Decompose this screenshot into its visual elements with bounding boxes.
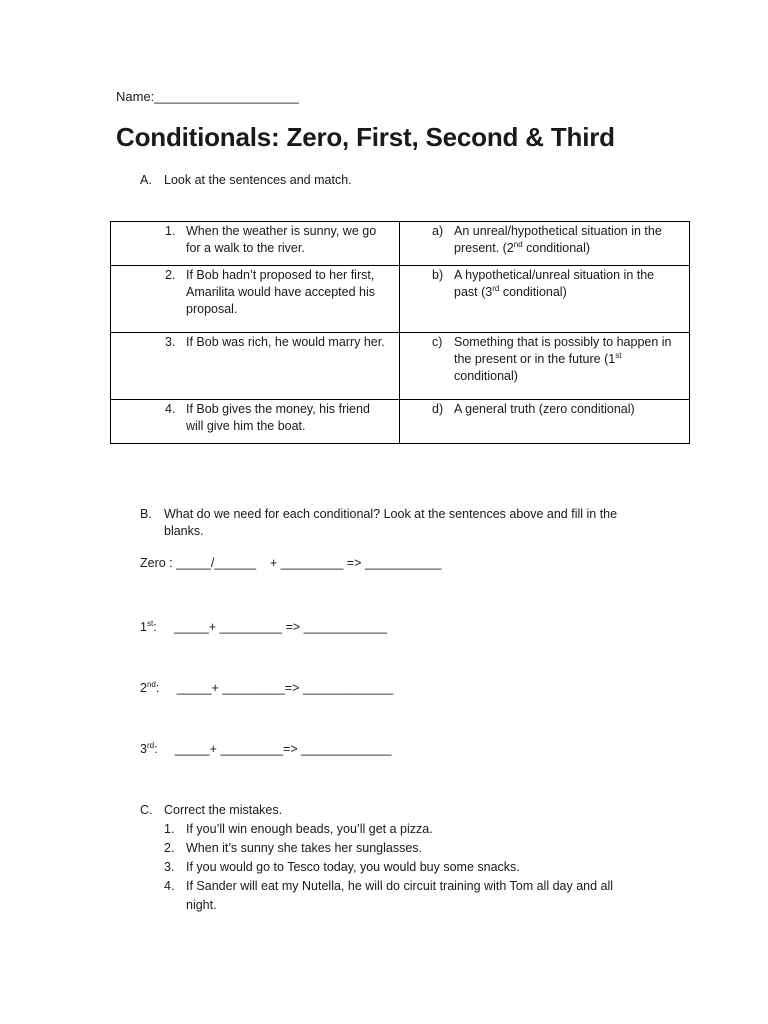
sentence-text: If Bob was rich, he would marry her.	[186, 335, 385, 349]
ordinal-suffix: st	[146, 619, 154, 628]
description-text-end: conditional)	[522, 241, 591, 255]
table-row	[111, 266, 690, 333]
section-c-letter: C.	[140, 803, 153, 817]
list-item	[164, 858, 644, 877]
ordinal-suffix: nd	[146, 680, 156, 689]
ordinal-suffix: nd	[513, 240, 523, 249]
sentence-text: If Bob hadn’t proposed to her first, Amarilita would have accepted his proposal.	[186, 268, 375, 316]
second-conditional-formula	[140, 680, 393, 697]
table-row	[111, 400, 690, 444]
list-item	[164, 839, 644, 858]
description-text: Something that is possibly to happen in the present or in the future (1	[454, 335, 672, 366]
item-number: 4.	[164, 879, 175, 893]
sentence-number: 1.	[165, 224, 176, 238]
ordinal-suffix: st	[615, 351, 622, 360]
matching-table	[110, 221, 690, 444]
section-a-heading	[140, 172, 352, 189]
description-letter: d)	[432, 402, 444, 416]
section-c-heading	[140, 802, 282, 819]
list-item	[164, 820, 644, 839]
item-text: If you’ll win enough beads, you’ll get a pizza.	[186, 822, 433, 836]
list-item	[164, 877, 644, 915]
description-letter: c)	[432, 335, 443, 349]
name-field-line: Name:____________________	[116, 89, 299, 104]
section-a-letter: A.	[140, 173, 152, 187]
zero-conditional-formula: Zero : _____/______ + _________ => ___________	[140, 556, 442, 570]
page-title: Conditionals: Zero, First, Second & Third	[116, 122, 615, 152]
description-letter: b)	[432, 268, 444, 282]
first-conditional-formula	[140, 619, 387, 636]
sentence-text: If Bob gives the money, his friend will give him the boat.	[186, 402, 370, 433]
item-number: 1.	[164, 822, 175, 836]
section-a-instruction: Look at the sentences and match.	[164, 173, 352, 187]
third-conditional-formula	[140, 741, 391, 758]
item-number: 2.	[164, 841, 175, 855]
ordinal-suffix: rd	[492, 284, 500, 293]
item-text: If Sander will eat my Nutella, he will do circuit training with Tom all day and all night.	[186, 879, 614, 912]
sentence-text: When the weather is sunny, we go for a walk to the river.	[186, 224, 377, 255]
sentence-number: 3.	[165, 335, 176, 349]
section-c-instruction: Correct the mistakes.	[164, 803, 283, 817]
item-text: If you would go to Tesco today, you would buy some snacks.	[186, 860, 520, 874]
description-letter: a)	[432, 224, 444, 238]
formula-blanks: : _____+ _________=> _____________	[155, 681, 394, 695]
description-text: A general truth (zero conditional)	[454, 402, 635, 416]
formula-blanks: : _____+ _________ => ____________	[153, 620, 388, 634]
item-text: When it’s sunny she takes her sunglasses.	[186, 841, 423, 855]
ordinal-suffix: rd	[146, 741, 155, 750]
description-text-end: conditional)	[454, 369, 518, 383]
section-b-letter: B.	[140, 507, 152, 521]
table-row	[111, 222, 690, 266]
description-text-end: conditional)	[499, 285, 567, 299]
description-text: A hypothetical/unreal situation in the past (3	[454, 268, 655, 299]
section-b-heading	[140, 506, 660, 540]
formula-label: 2	[140, 681, 147, 695]
formula-blanks: : _____+ _________=> _____________	[154, 742, 392, 756]
item-number: 3.	[164, 860, 175, 874]
sentence-number: 4.	[165, 402, 176, 416]
table-row	[111, 333, 690, 400]
mistakes-list	[164, 820, 644, 915]
formula-label: 3	[140, 742, 147, 756]
description-text: An unreal/hypothetical situation in the present. (2	[454, 224, 662, 255]
section-b-instruction: What do we need for each conditional? Look at the sentences above and fill in the blanks.	[164, 507, 618, 538]
sentence-number: 2.	[165, 268, 176, 282]
formula-label: 1	[140, 620, 147, 634]
